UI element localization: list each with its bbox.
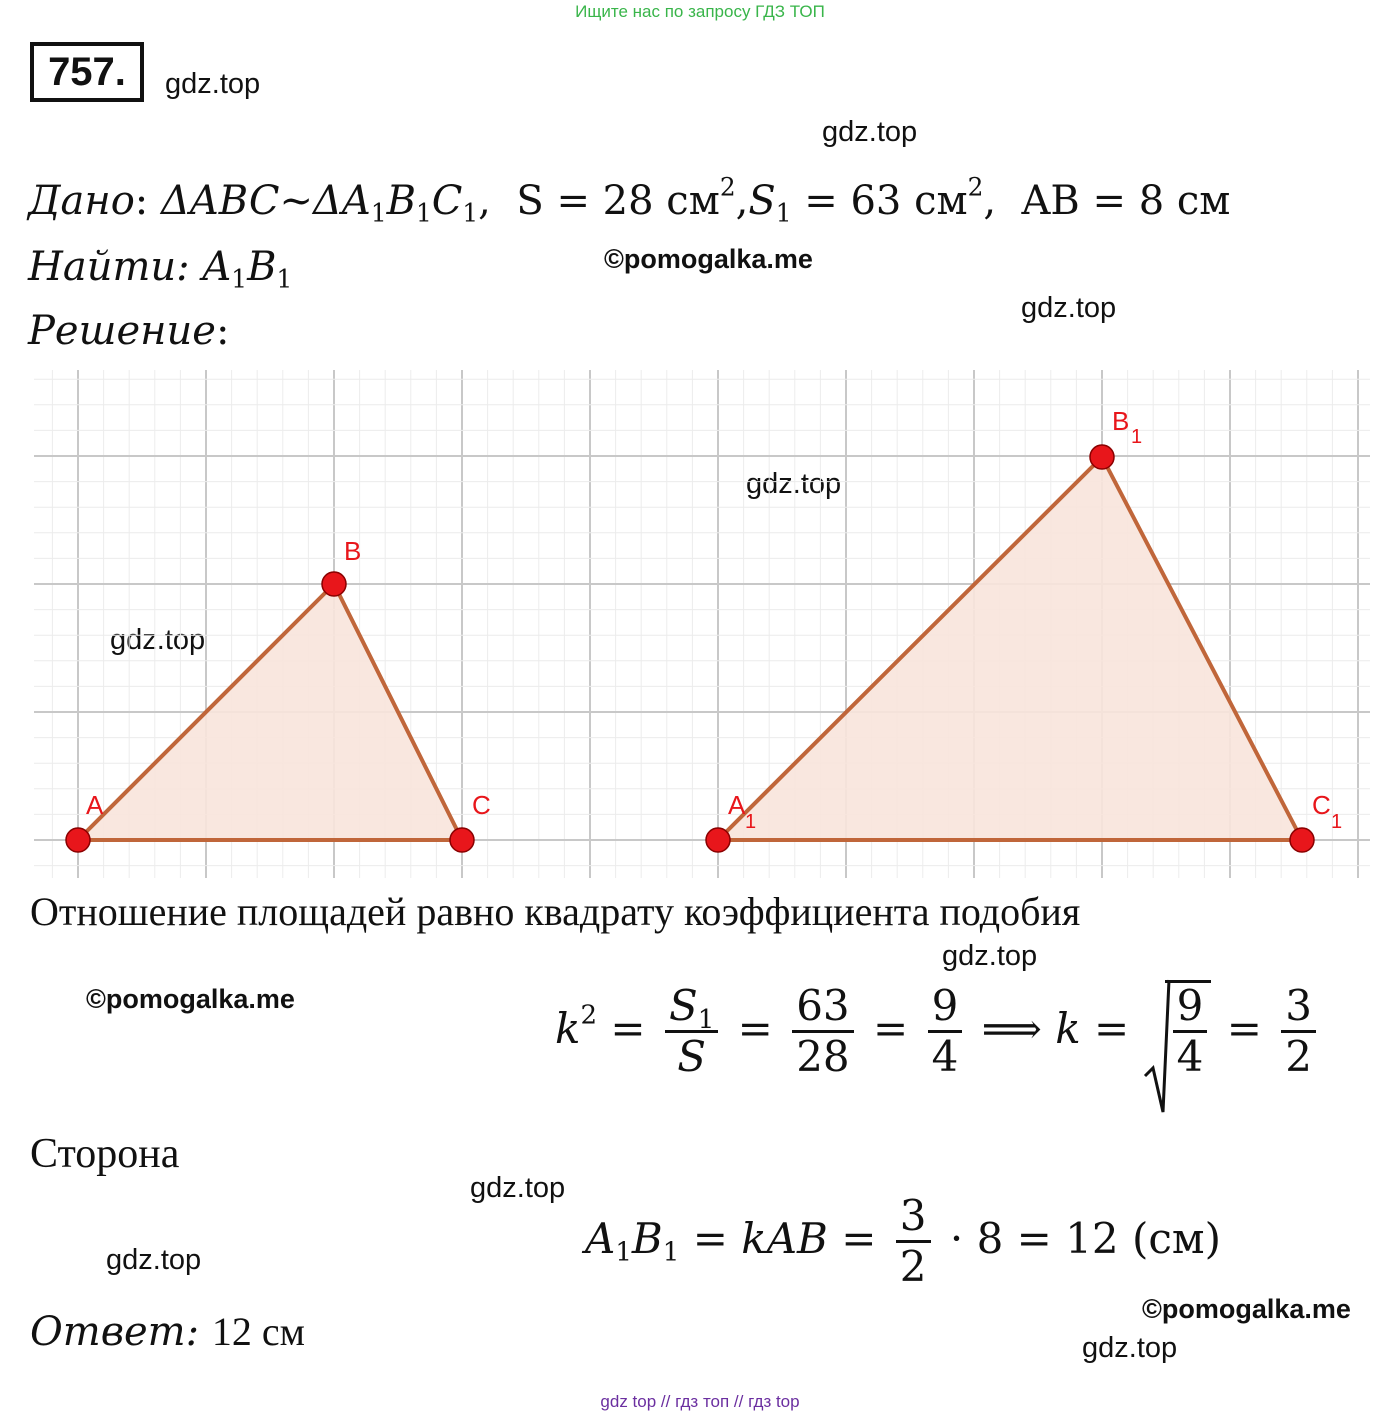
header-note: Ищите нас по запросу ГДЗ ТОП [575, 2, 825, 21]
equation-k [555, 982, 1322, 1082]
watermark-gdz: gdz.top [1021, 292, 1117, 324]
sqrt-9-4 [1143, 982, 1210, 1082]
num: 9 [928, 982, 963, 1033]
s1: S [668, 981, 698, 1030]
watermark-pomogalka: ©pomogalka.me [86, 984, 295, 1014]
eq: = [610, 1003, 646, 1053]
label-a1: A [728, 790, 746, 820]
sub: 1 [697, 1004, 715, 1035]
label-b: B [344, 536, 362, 566]
sub: 1 [231, 264, 248, 294]
label-b1: B [1112, 406, 1130, 436]
given-line: Дано: $\Delta ABC\sim\Delta A_1B_1C_1$, S = 28 $см^2,S_1 = 63$ $см^2$, AB = 8 см [28, 172, 1231, 228]
given-ab: AB = 8 см [1021, 178, 1231, 224]
den: 28 [796, 1032, 850, 1082]
answer-line [30, 1308, 305, 1355]
den: 2 [899, 1242, 927, 1292]
num: 3 [896, 1192, 931, 1243]
watermark-pomogalka: ©pomogalka.me [604, 244, 813, 274]
label-b1-sub: 1 [1131, 426, 1143, 448]
watermark-gdz: gdz.top [822, 116, 918, 148]
triangles-figure [0, 368, 1400, 880]
sub: 1 [615, 1237, 632, 1268]
frac-9-4 [928, 982, 963, 1082]
frac-3-2 [896, 1192, 931, 1292]
solution-colon: : [215, 308, 230, 354]
eq: = [873, 1003, 909, 1053]
point-b1 [1090, 445, 1114, 469]
num: 3 [1281, 982, 1316, 1033]
watermark-gdz: gdz.top [1082, 1332, 1178, 1364]
find-line [28, 244, 293, 294]
watermark-gdz: gdz.top [165, 68, 261, 100]
label-a: A [86, 790, 104, 820]
sqrt-sign [1143, 978, 1171, 1114]
label-c1: C [1312, 790, 1331, 820]
sup: 2 [967, 172, 984, 202]
k-eq: k = [1055, 1003, 1130, 1053]
frac-s1-s [665, 982, 718, 1082]
solution-text: Решение [28, 308, 216, 354]
sub: 1 [370, 198, 387, 228]
den: 4 [1176, 1032, 1204, 1082]
problem-number: 757. [30, 42, 144, 102]
answer-label: Ответ: [30, 1309, 200, 1355]
sub: 1 [462, 198, 479, 228]
footer-links: gdz top // гдз топ // гдз top [600, 1392, 800, 1411]
sup: 2 [580, 1000, 598, 1031]
watermark-gdz: gdz.top [110, 624, 206, 656]
ratio-statement: Отношение площадей равно квадрату коэффициента подобия [30, 889, 1081, 934]
side-word: Сторона [30, 1131, 180, 1177]
sub: 1 [775, 198, 792, 228]
given-colon: : [134, 178, 149, 224]
label-a1-sub: 1 [745, 811, 757, 833]
answer-value: 12 см [211, 1309, 305, 1354]
b: B [631, 1213, 663, 1263]
label-c: C [472, 790, 491, 820]
sup: 2 [719, 172, 736, 202]
sub: 1 [276, 264, 293, 294]
point-a1 [706, 828, 730, 852]
point-a [66, 828, 90, 852]
equation-a1b1 [585, 1192, 1221, 1292]
given-s1-letter: S [748, 178, 776, 224]
mid: = kAB = [692, 1213, 877, 1263]
frac-3-2 [1281, 982, 1316, 1082]
s: S [677, 1032, 706, 1082]
given-s: S = 28 см [516, 178, 720, 224]
num: 9 [1173, 982, 1208, 1033]
given-label: Дано [28, 178, 135, 224]
triangle-a1b1c1 [718, 457, 1302, 840]
given-similarity: ΔABC~ΔA [161, 178, 371, 224]
find-a: A [202, 244, 232, 290]
point-c [450, 828, 474, 852]
watermark-gdz: gdz.top [942, 940, 1038, 972]
find-b: B [247, 244, 277, 290]
given-c1: C [431, 178, 463, 224]
eq: = [737, 1003, 773, 1053]
given-s1: = 63 см [804, 178, 968, 224]
eq1-k: k [555, 1003, 581, 1053]
den: 4 [931, 1032, 959, 1082]
eq: = [1226, 1003, 1262, 1053]
a: A [585, 1213, 616, 1263]
find-label: Найти: [28, 244, 190, 290]
label-c1-sub: 1 [1331, 811, 1343, 833]
frac-63-28 [792, 982, 853, 1082]
watermark-gdz: gdz.top [106, 1244, 202, 1276]
point-b [322, 572, 346, 596]
implies: ⟹ [981, 1003, 1042, 1053]
num: 63 [792, 982, 853, 1033]
point-c1 [1290, 828, 1314, 852]
sub: 1 [662, 1237, 680, 1268]
watermark-pomogalka: ©pomogalka.me [1142, 1294, 1351, 1324]
given-b1: B [386, 178, 416, 224]
den: 2 [1285, 1032, 1312, 1082]
tail: · 8 = 12 (см) [949, 1213, 1221, 1263]
watermark-gdz: gdz.top [470, 1172, 566, 1204]
solution-label [28, 308, 229, 354]
sub: 1 [416, 198, 432, 228]
watermark-gdz: gdz.top [746, 468, 842, 500]
